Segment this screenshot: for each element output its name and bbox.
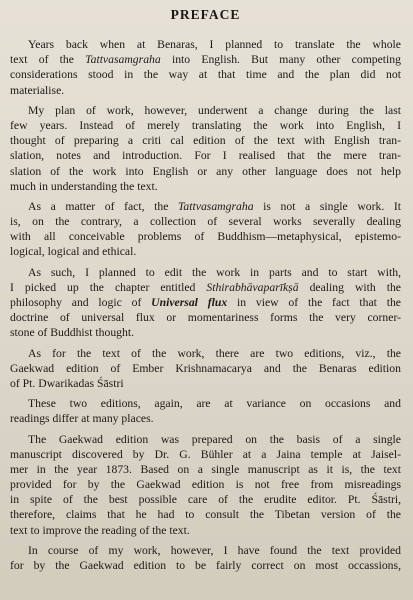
paragraph-p7 xyxy=(10,432,401,538)
text-line xyxy=(10,179,401,194)
text-line xyxy=(10,214,401,229)
text-line xyxy=(10,325,401,340)
text-run: into English. But many other competing xyxy=(160,53,401,67)
paragraph-p6 xyxy=(10,396,401,426)
text-run: in view of the fact that the xyxy=(227,296,401,309)
paragraph-p5 xyxy=(10,346,401,392)
text-line xyxy=(10,361,401,376)
text-run: The Gaekwad edition was prepared on the basis of a single xyxy=(28,432,401,446)
emphasis-term: Universal flux xyxy=(151,296,228,309)
text-line xyxy=(10,265,401,280)
text-line xyxy=(10,462,401,477)
text-run: As such, I planned to edit the work in parts and to start with, xyxy=(28,265,401,279)
text-line xyxy=(10,103,401,118)
text-run: is not a single work. It xyxy=(253,199,401,213)
text-run: therefore, claims that he had to consult the Tibetan version of the xyxy=(10,508,401,522)
text-line xyxy=(10,396,401,411)
text-run: mer in the year 1873. Based on a single manuscript as it is, the text xyxy=(10,462,401,476)
paragraph-p4 xyxy=(10,265,401,341)
text-run: considerations stood in the way at that time and the plan did not xyxy=(10,68,401,82)
text-line xyxy=(10,447,401,462)
text-line xyxy=(10,558,401,573)
text-run: slation of the work into English or any other language does not help xyxy=(10,164,401,178)
text-run: much in understanding the text. xyxy=(10,179,158,193)
paragraph-p8 xyxy=(10,543,401,573)
text-run: doctrine of universal flux or momentariness forms the very corner- xyxy=(10,311,401,325)
text-run: text to improve the reading of the text. xyxy=(10,523,190,537)
text-run: with all conceivable problems of Buddhism—metaphysical, epistemo- xyxy=(10,230,401,244)
text-line xyxy=(10,376,401,391)
text-run: provided for by the Gaekwad edition is not free from misreadings xyxy=(10,478,401,492)
text-run: manuscript discovered by Dr. G. Bühler at a Jaina temple at Jaisel- xyxy=(10,447,401,461)
text-line xyxy=(10,346,401,361)
text-run: logical, logical and ethical. xyxy=(10,245,137,259)
text-line xyxy=(10,280,401,295)
text-run: readings differ at many places. xyxy=(10,412,154,426)
text-run: thought of preparing a criti cal edition of the text with English tran- xyxy=(10,134,401,148)
text-line xyxy=(10,295,401,310)
text-line xyxy=(10,507,401,522)
text-run: I picked up the chapter entitled xyxy=(10,280,207,294)
text-line xyxy=(10,244,401,259)
text-line xyxy=(10,229,401,244)
italic-title: Tattvasamgraha xyxy=(85,53,161,67)
text-run: As a matter of fact, the xyxy=(28,199,178,213)
text-line xyxy=(10,52,401,67)
text-run: dealing with the xyxy=(298,280,401,294)
text-run: in spite of the best possible care of the erudite editor. Pt. Śāstri, xyxy=(10,493,401,507)
text-run: is, on the contrary, a collection of several works severally dealing xyxy=(10,215,401,229)
text-run: My plan of work, however, underwent a change during the last xyxy=(28,103,401,117)
italic-title: Sthirabhāvaparīkṣā xyxy=(206,280,299,294)
text-run: Years back when at Benaras, I planned to translate the whole xyxy=(28,38,401,51)
text-line xyxy=(10,310,401,325)
text-run: philosophy and logic of xyxy=(10,296,152,309)
text-run: few years. Instead of merely translating the work into English, I xyxy=(10,118,401,132)
text-line xyxy=(10,523,401,538)
text-run: stone of Buddhist thought. xyxy=(10,326,135,340)
text-run: for by the Gaekwad edition to be fairly correct on most occassions, xyxy=(10,559,401,572)
text-line xyxy=(10,148,401,163)
text-line xyxy=(10,411,401,426)
paragraph-p1 xyxy=(10,37,401,98)
text-line xyxy=(10,133,401,148)
preface-body xyxy=(10,37,401,573)
italic-title: Tattvasamgraha xyxy=(178,199,254,213)
text-run: slation, notes and introduction. For I realised that the mere tran- xyxy=(10,149,401,163)
text-line xyxy=(10,199,401,214)
text-line xyxy=(10,492,401,507)
text-run: In course of my work, however, I have found the text provided xyxy=(28,543,401,557)
text-run: Gaekwad edition of Ember Krishnamacarya and the Benaras edition xyxy=(10,361,401,375)
text-line xyxy=(10,118,401,133)
text-line xyxy=(10,164,401,179)
text-run: text of the xyxy=(10,53,86,67)
text-run: of Pt. Dwarikadas Śāstri xyxy=(10,376,124,390)
text-line xyxy=(10,67,401,82)
text-line xyxy=(10,83,401,98)
text-line xyxy=(10,432,401,447)
text-run: materialise. xyxy=(10,83,65,97)
paragraph-p3 xyxy=(10,199,401,260)
text-line xyxy=(10,37,401,52)
page-heading: PREFACE xyxy=(170,7,241,22)
text-run: These two editions, again, are at variance on occasions and xyxy=(28,397,401,411)
paragraph-p2 xyxy=(10,103,401,194)
text-line xyxy=(10,543,401,558)
text-run: As for the text of the work, there are two editions, viz., the xyxy=(28,346,401,360)
text-line xyxy=(10,477,401,492)
